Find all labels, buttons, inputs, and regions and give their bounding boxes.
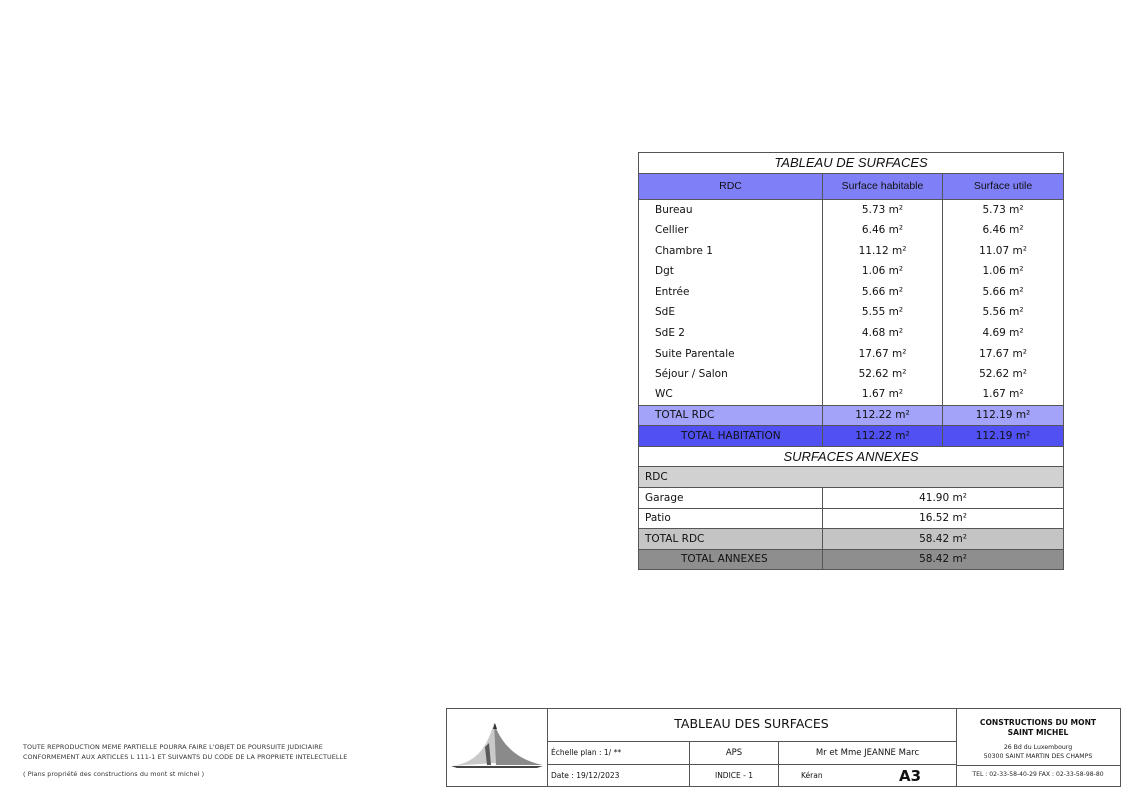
room-surface-habitable: 52.62 m² bbox=[823, 364, 943, 385]
copyright-notice-line-1: TOUTE REPRODUCTION MEME PARTIELLE POURRA FAIRE L'OBJET DE POURSUITE JUDICIAIRE bbox=[23, 743, 323, 751]
annex-room-surface: 41.90 m² bbox=[823, 487, 1064, 508]
room-surface-habitable: 11.12 m² bbox=[823, 240, 943, 261]
table-row bbox=[639, 508, 1064, 529]
title-block bbox=[446, 708, 1121, 787]
room-name: Dgt bbox=[639, 261, 823, 282]
total-rdc-habitable: 112.22 m² bbox=[823, 405, 943, 426]
room-surface-utile: 5.73 m² bbox=[943, 199, 1064, 220]
room-name: WC bbox=[639, 384, 823, 405]
client-name: Mr et Mme JEANNE Marc bbox=[778, 742, 956, 764]
table-row bbox=[639, 199, 1064, 220]
room-name: SdE bbox=[639, 302, 823, 323]
total-rdc-row bbox=[639, 405, 1064, 426]
copyright-notice-line-2: CONFORMEMENT AUX ARTICLES L 111-1 ET SUIVANTS DU CODE DE LA PROPRIETE INTELECTUELLE bbox=[23, 753, 348, 761]
annexes-total-rdc-surface: 58.42 m² bbox=[823, 529, 1064, 550]
room-surface-utile: 1.67 m² bbox=[943, 384, 1064, 405]
address-line-2: 50300 SAINT MARTIN DES CHAMPS bbox=[983, 753, 1093, 760]
table-row bbox=[639, 384, 1064, 405]
total-rdc-utile: 112.19 m² bbox=[943, 405, 1064, 426]
header-surface-utile: Surface utile bbox=[943, 173, 1064, 199]
room-surface-habitable: 17.67 m² bbox=[823, 343, 943, 364]
room-surface-habitable: 5.66 m² bbox=[823, 281, 943, 302]
room-surface-utile: 1.06 m² bbox=[943, 261, 1064, 282]
paper-format: A3 bbox=[898, 767, 922, 785]
room-surface-habitable: 5.55 m² bbox=[823, 302, 943, 323]
room-name: Bureau bbox=[639, 199, 823, 220]
divider bbox=[956, 765, 1120, 766]
company-name-line-1: CONSTRUCTIONS DU MONT bbox=[979, 718, 1097, 727]
total-habitation-label: TOTAL HABITATION bbox=[639, 426, 823, 447]
table-row bbox=[639, 323, 1064, 344]
room-name: SdE 2 bbox=[639, 323, 823, 344]
title-block-main bbox=[547, 709, 957, 786]
room-surface-utile: 11.07 m² bbox=[943, 240, 1064, 261]
total-annexes-row bbox=[639, 549, 1064, 570]
annexes-total-rdc-row bbox=[639, 529, 1064, 550]
surfaces-table-title: TABLEAU DE SURFACES bbox=[639, 153, 1064, 174]
room-name: Suite Parentale bbox=[639, 343, 823, 364]
mont-saint-michel-logo-icon bbox=[447, 709, 548, 786]
room-surface-utile: 5.56 m² bbox=[943, 302, 1064, 323]
company-name-line-2: SAINT MICHEL bbox=[1007, 728, 1069, 737]
address-line-1: 26 Bd du Luxembourg bbox=[1003, 744, 1073, 751]
company-info bbox=[956, 709, 1120, 786]
annexes-title: SURFACES ANNEXES bbox=[639, 446, 1064, 467]
total-habitation-utile: 112.19 m² bbox=[943, 426, 1064, 447]
annex-room-name: Patio bbox=[639, 508, 823, 529]
room-surface-utile: 52.62 m² bbox=[943, 364, 1064, 385]
room-name: Entrée bbox=[639, 281, 823, 302]
surfaces-header-row bbox=[639, 173, 1064, 199]
copyright-notice-line-3: ( Plans propriété des constructions du mont st michel ) bbox=[23, 770, 205, 778]
table-row bbox=[639, 487, 1064, 508]
scale-label: Échelle plan : 1/ ** bbox=[551, 748, 622, 757]
room-name: Cellier bbox=[639, 220, 823, 241]
total-habitation-row bbox=[639, 426, 1064, 447]
author-name: Kéran bbox=[778, 765, 864, 787]
annex-room-surface: 16.52 m² bbox=[823, 508, 1064, 529]
total-habitation-habitable: 112.22 m² bbox=[823, 426, 943, 447]
total-rdc-label: TOTAL RDC bbox=[639, 405, 823, 426]
room-surface-habitable: 1.67 m² bbox=[823, 384, 943, 405]
annexes-total-rdc-label: TOTAL RDC bbox=[639, 529, 823, 550]
room-surface-habitable: 1.06 m² bbox=[823, 261, 943, 282]
room-surface-utile: 4.69 m² bbox=[943, 323, 1064, 344]
total-annexes-label: TOTAL ANNEXES bbox=[639, 549, 823, 570]
date-label: Date : 19/12/2023 bbox=[551, 771, 620, 780]
table-row bbox=[639, 281, 1064, 302]
phase-label: APS bbox=[689, 742, 778, 764]
room-surface-habitable: 5.73 m² bbox=[823, 199, 943, 220]
table-row bbox=[639, 220, 1064, 241]
room-surface-utile: 6.46 m² bbox=[943, 220, 1064, 241]
room-name: Chambre 1 bbox=[639, 240, 823, 261]
table-row bbox=[639, 364, 1064, 385]
table-row bbox=[639, 261, 1064, 282]
drawing-title: TABLEAU DES SURFACES bbox=[547, 709, 956, 742]
annexes-level: RDC bbox=[639, 467, 1064, 488]
table-row bbox=[639, 302, 1064, 323]
room-surface-utile: 5.66 m² bbox=[943, 281, 1064, 302]
header-level: RDC bbox=[639, 173, 823, 199]
surfaces-table bbox=[638, 152, 1064, 570]
phone-fax: TEL : 02-33-58-40-29 FAX : 02-33-58-98-80 bbox=[972, 771, 1104, 778]
index-label: INDICE - 1 bbox=[689, 765, 778, 787]
room-surface-habitable: 4.68 m² bbox=[823, 323, 943, 344]
room-surface-utile: 17.67 m² bbox=[943, 343, 1064, 364]
annex-room-name: Garage bbox=[639, 487, 823, 508]
header-surface-habitable: Surface habitable bbox=[823, 173, 943, 199]
table-row bbox=[639, 240, 1064, 261]
total-annexes-surface: 58.42 m² bbox=[823, 549, 1064, 570]
room-name: Séjour / Salon bbox=[639, 364, 823, 385]
room-surface-habitable: 6.46 m² bbox=[823, 220, 943, 241]
table-row bbox=[639, 343, 1064, 364]
